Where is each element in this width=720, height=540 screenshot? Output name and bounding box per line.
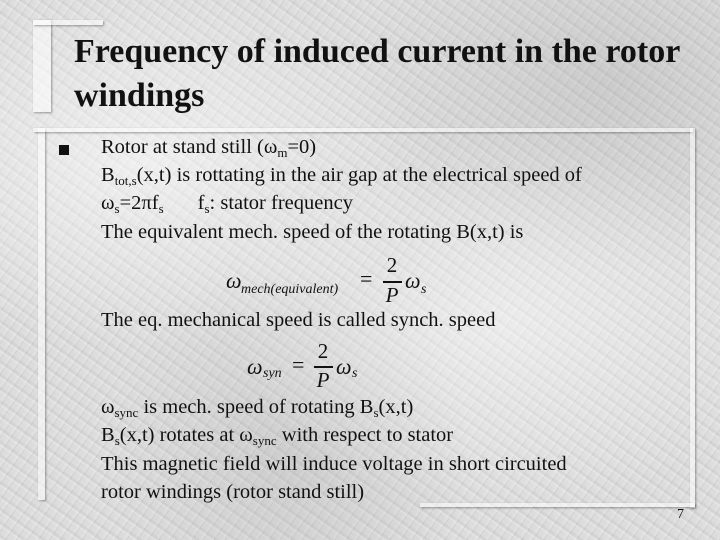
eq1-equals: = [360, 266, 373, 291]
page-number: 7 [677, 507, 684, 522]
eq2-rhs-subscript: s [352, 366, 358, 381]
text-line-equivalent: The equivalent mech. speed of the rotating B(x,t) is [101, 221, 524, 243]
eq2-subscript: syn [263, 366, 282, 381]
frame-left-bar-top [33, 20, 51, 112]
frame-mid-bar [33, 128, 693, 132]
eq1-rhs-subscript: s [421, 282, 427, 297]
slide-title: Frequency of induced current in the rotor windings [74, 33, 680, 114]
eq1-rhs-omega: ω [405, 268, 421, 293]
eq1-subscript: mech(equivalent) [241, 282, 339, 297]
text-line-induce-voltage: This magnetic field will induce voltage in short circuited [101, 453, 567, 475]
eq1-omega: ω [226, 268, 242, 293]
frame-top-bar [33, 20, 103, 25]
eq1-denominator: P [385, 283, 399, 307]
eq2-denominator: P [316, 368, 330, 392]
eq2-numerator: 2 [317, 339, 329, 363]
frame-bottom-bar [420, 503, 695, 507]
text-line-synch-speed: The eq. mechanical speed is called synch. speed [101, 309, 496, 331]
eq2-equals: = [292, 352, 305, 377]
text-line-omega-sync: $\omega_{sync}$ is mech. speed of rotating $B_s(x,t)$ [101, 396, 414, 420]
frame-left-bar-bottom [38, 128, 45, 500]
eq1-numerator: 2 [386, 253, 398, 277]
bullet-square-icon [59, 145, 69, 155]
text-line-stand-still: Rotor at stand still $(\omega_m=0)$ [101, 136, 317, 160]
text-line-omega-s: $\omega_s=2\pi f_s$ $f_s$: stator frequency [101, 192, 353, 216]
eq2-omega: ω [247, 354, 263, 379]
text-line-bs-rotates: $B_s(x,t)$ rotates at $\omega_{sync}$ with respect to stator [101, 424, 454, 448]
text-line-b-tot: $B_{tot,s}(x,t)$ is rottating in the air gap at the electrical speed of [101, 164, 582, 188]
frame-right-bar [690, 128, 695, 508]
eq2-rhs-omega: ω [336, 354, 352, 379]
text-line-rotor-windings: rotor windings (rotor stand still) [101, 481, 365, 503]
